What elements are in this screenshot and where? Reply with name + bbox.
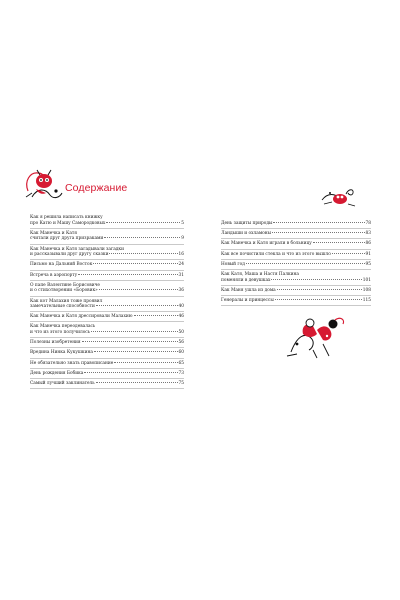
toc-entry-title: Не обязательно знать правописание <box>30 360 114 366</box>
toc-leader-dots <box>94 351 178 352</box>
toc-entry-title: Как я решила написать книжку <box>30 215 103 220</box>
toc-entry-title: Полезны изобретения <box>30 340 81 346</box>
toc-leader-dots <box>246 263 365 264</box>
toc-leader-dots <box>104 237 180 238</box>
toc-entry[interactable] <box>221 260 371 270</box>
toc-page-number: 115 <box>362 297 371 303</box>
toc-page-number: 73 <box>178 370 184 376</box>
toc-entry-title: О папе Валентине Борисовиче <box>30 282 100 288</box>
toc-entry-title: Вредина Нинка Кукушкина <box>30 350 93 356</box>
toc-entry-title: про Катю и Машу Самородковых <box>30 220 106 226</box>
toc-entry-title: Как Катя, Маша и Настя Палкина <box>221 271 299 277</box>
toc-entry[interactable] <box>221 286 371 296</box>
toc-right-column <box>221 219 371 306</box>
toc-page-number: 9 <box>181 236 184 242</box>
toc-entry[interactable] <box>30 379 184 389</box>
toc-entry[interactable] <box>30 281 184 297</box>
toc-page-number: 5 <box>181 220 184 226</box>
toc-entry[interactable] <box>221 296 371 306</box>
toc-left-column <box>30 213 184 389</box>
toc-page-number: 86 <box>365 241 371 247</box>
toc-leader-dots <box>93 263 177 264</box>
toc-page-number: 40 <box>178 304 184 310</box>
toc-page-number: 75 <box>178 381 184 386</box>
toc-entry-title: Новый год <box>221 261 245 267</box>
toc-leader-dots <box>313 242 365 243</box>
toc-entry[interactable] <box>30 245 184 261</box>
jumping-girls-drawing-icon <box>283 314 349 360</box>
toc-page-number: 46 <box>178 314 184 320</box>
toc-leader-dots <box>78 274 177 275</box>
toc-page-number: 95 <box>365 261 371 267</box>
toc-page-number: 83 <box>365 231 371 237</box>
toc-entry[interactable] <box>221 219 371 229</box>
toc-entry-title: Как Манечка и Катя дрессировали Малахию <box>30 314 133 320</box>
toc-page-number: 78 <box>365 221 371 226</box>
toc-page-number: 101 <box>362 277 371 283</box>
toc-entry[interactable] <box>30 213 184 229</box>
toc-entry-title: Как Манечка и Катя загадывали загадки <box>30 246 124 252</box>
toc-entry-title: поменяли в девушках <box>221 277 271 283</box>
toc-page-number: 91 <box>365 251 371 257</box>
toc-entry[interactable] <box>221 250 371 260</box>
toc-leader-dots <box>332 253 365 254</box>
toc-entry-title: Встреча в аэропорту <box>30 272 78 278</box>
toc-entry[interactable] <box>30 297 184 313</box>
contents-header <box>22 165 202 205</box>
toc-entry[interactable] <box>30 322 184 338</box>
toc-entry[interactable] <box>30 359 184 369</box>
toc-leader-dots <box>114 362 177 363</box>
toc-leader-dots <box>273 222 364 223</box>
toc-entry[interactable] <box>30 348 184 358</box>
toc-leader-dots <box>106 222 180 223</box>
toc-entry-title: Генералы и принцессы <box>221 297 274 303</box>
toc-entry[interactable] <box>30 229 184 245</box>
toc-entry-title: Как Маня ушла из дома <box>221 287 276 293</box>
toc-entry[interactable] <box>30 312 184 322</box>
toc-entry-title: замечательные способности <box>30 304 95 310</box>
toc-entry[interactable] <box>30 338 184 348</box>
toc-leader-dots <box>272 232 364 233</box>
toc-page-number: 60 <box>178 350 184 356</box>
toc-entry-title: День защиты природы <box>221 221 273 226</box>
toc-entry[interactable] <box>221 229 371 239</box>
contents-title: Содержание <box>65 182 128 194</box>
toc-page-number: 24 <box>178 262 184 268</box>
toc-entry[interactable] <box>30 369 184 379</box>
toc-entry-title: Как Манечка и Катя играли в больницу <box>221 241 312 247</box>
toc-leader-dots <box>84 372 177 373</box>
toc-page-number: 56 <box>178 340 184 346</box>
toc-page-number: 65 <box>178 360 184 366</box>
toc-entry-title: День рождения Бобика <box>30 370 84 376</box>
toc-page-number: 50 <box>178 330 184 336</box>
toc-leader-dots <box>275 299 362 300</box>
toc-entry-title: Как Манечка переодевалась <box>30 324 96 330</box>
toc-leader-dots <box>271 279 361 280</box>
toc-entry-title: Письмо на Дальний Восток <box>30 262 93 268</box>
toc-entry-title: Как кот Малахия тоже проявил <box>30 298 103 304</box>
flying-creature-drawing-icon <box>318 184 358 208</box>
toc-entry-title: Самый лучший заклинатель <box>30 381 95 386</box>
toc-entry-title: считали друг друга призраками <box>30 236 104 242</box>
toc-entry-title: Как все почистили стекла и что из этого вышло <box>221 251 331 257</box>
toc-leader-dots <box>277 289 362 290</box>
toc-entry-title: Как Манечка и Катя <box>30 230 77 236</box>
toc-entry[interactable] <box>30 260 184 270</box>
toc-page-number: 36 <box>178 288 184 294</box>
toc-leader-dots <box>134 315 178 316</box>
toc-leader-dots <box>109 253 177 254</box>
toc-page-number: 31 <box>178 272 184 278</box>
toc-page-number: 108 <box>362 287 371 293</box>
toc-entry-title: и что из этого получилось <box>30 330 91 336</box>
toc-entry-title: Ландыши и охламоны <box>221 231 272 237</box>
toc-entry[interactable] <box>221 239 371 249</box>
toc-leader-dots <box>99 289 178 290</box>
toc-leader-dots <box>91 331 178 332</box>
toc-entry-title: и о стихотворении «Боровик» <box>30 288 98 294</box>
toc-page-number: 16 <box>178 252 184 258</box>
toc-entry[interactable] <box>221 270 371 286</box>
toc-leader-dots <box>82 341 178 342</box>
toc-leader-dots <box>96 382 178 383</box>
toc-entry-title: и рассказывали друг другу сказки <box>30 252 109 258</box>
toc-leader-dots <box>96 305 178 306</box>
toc-entry[interactable] <box>30 271 184 281</box>
cat-girl-drawing-icon <box>22 167 64 201</box>
